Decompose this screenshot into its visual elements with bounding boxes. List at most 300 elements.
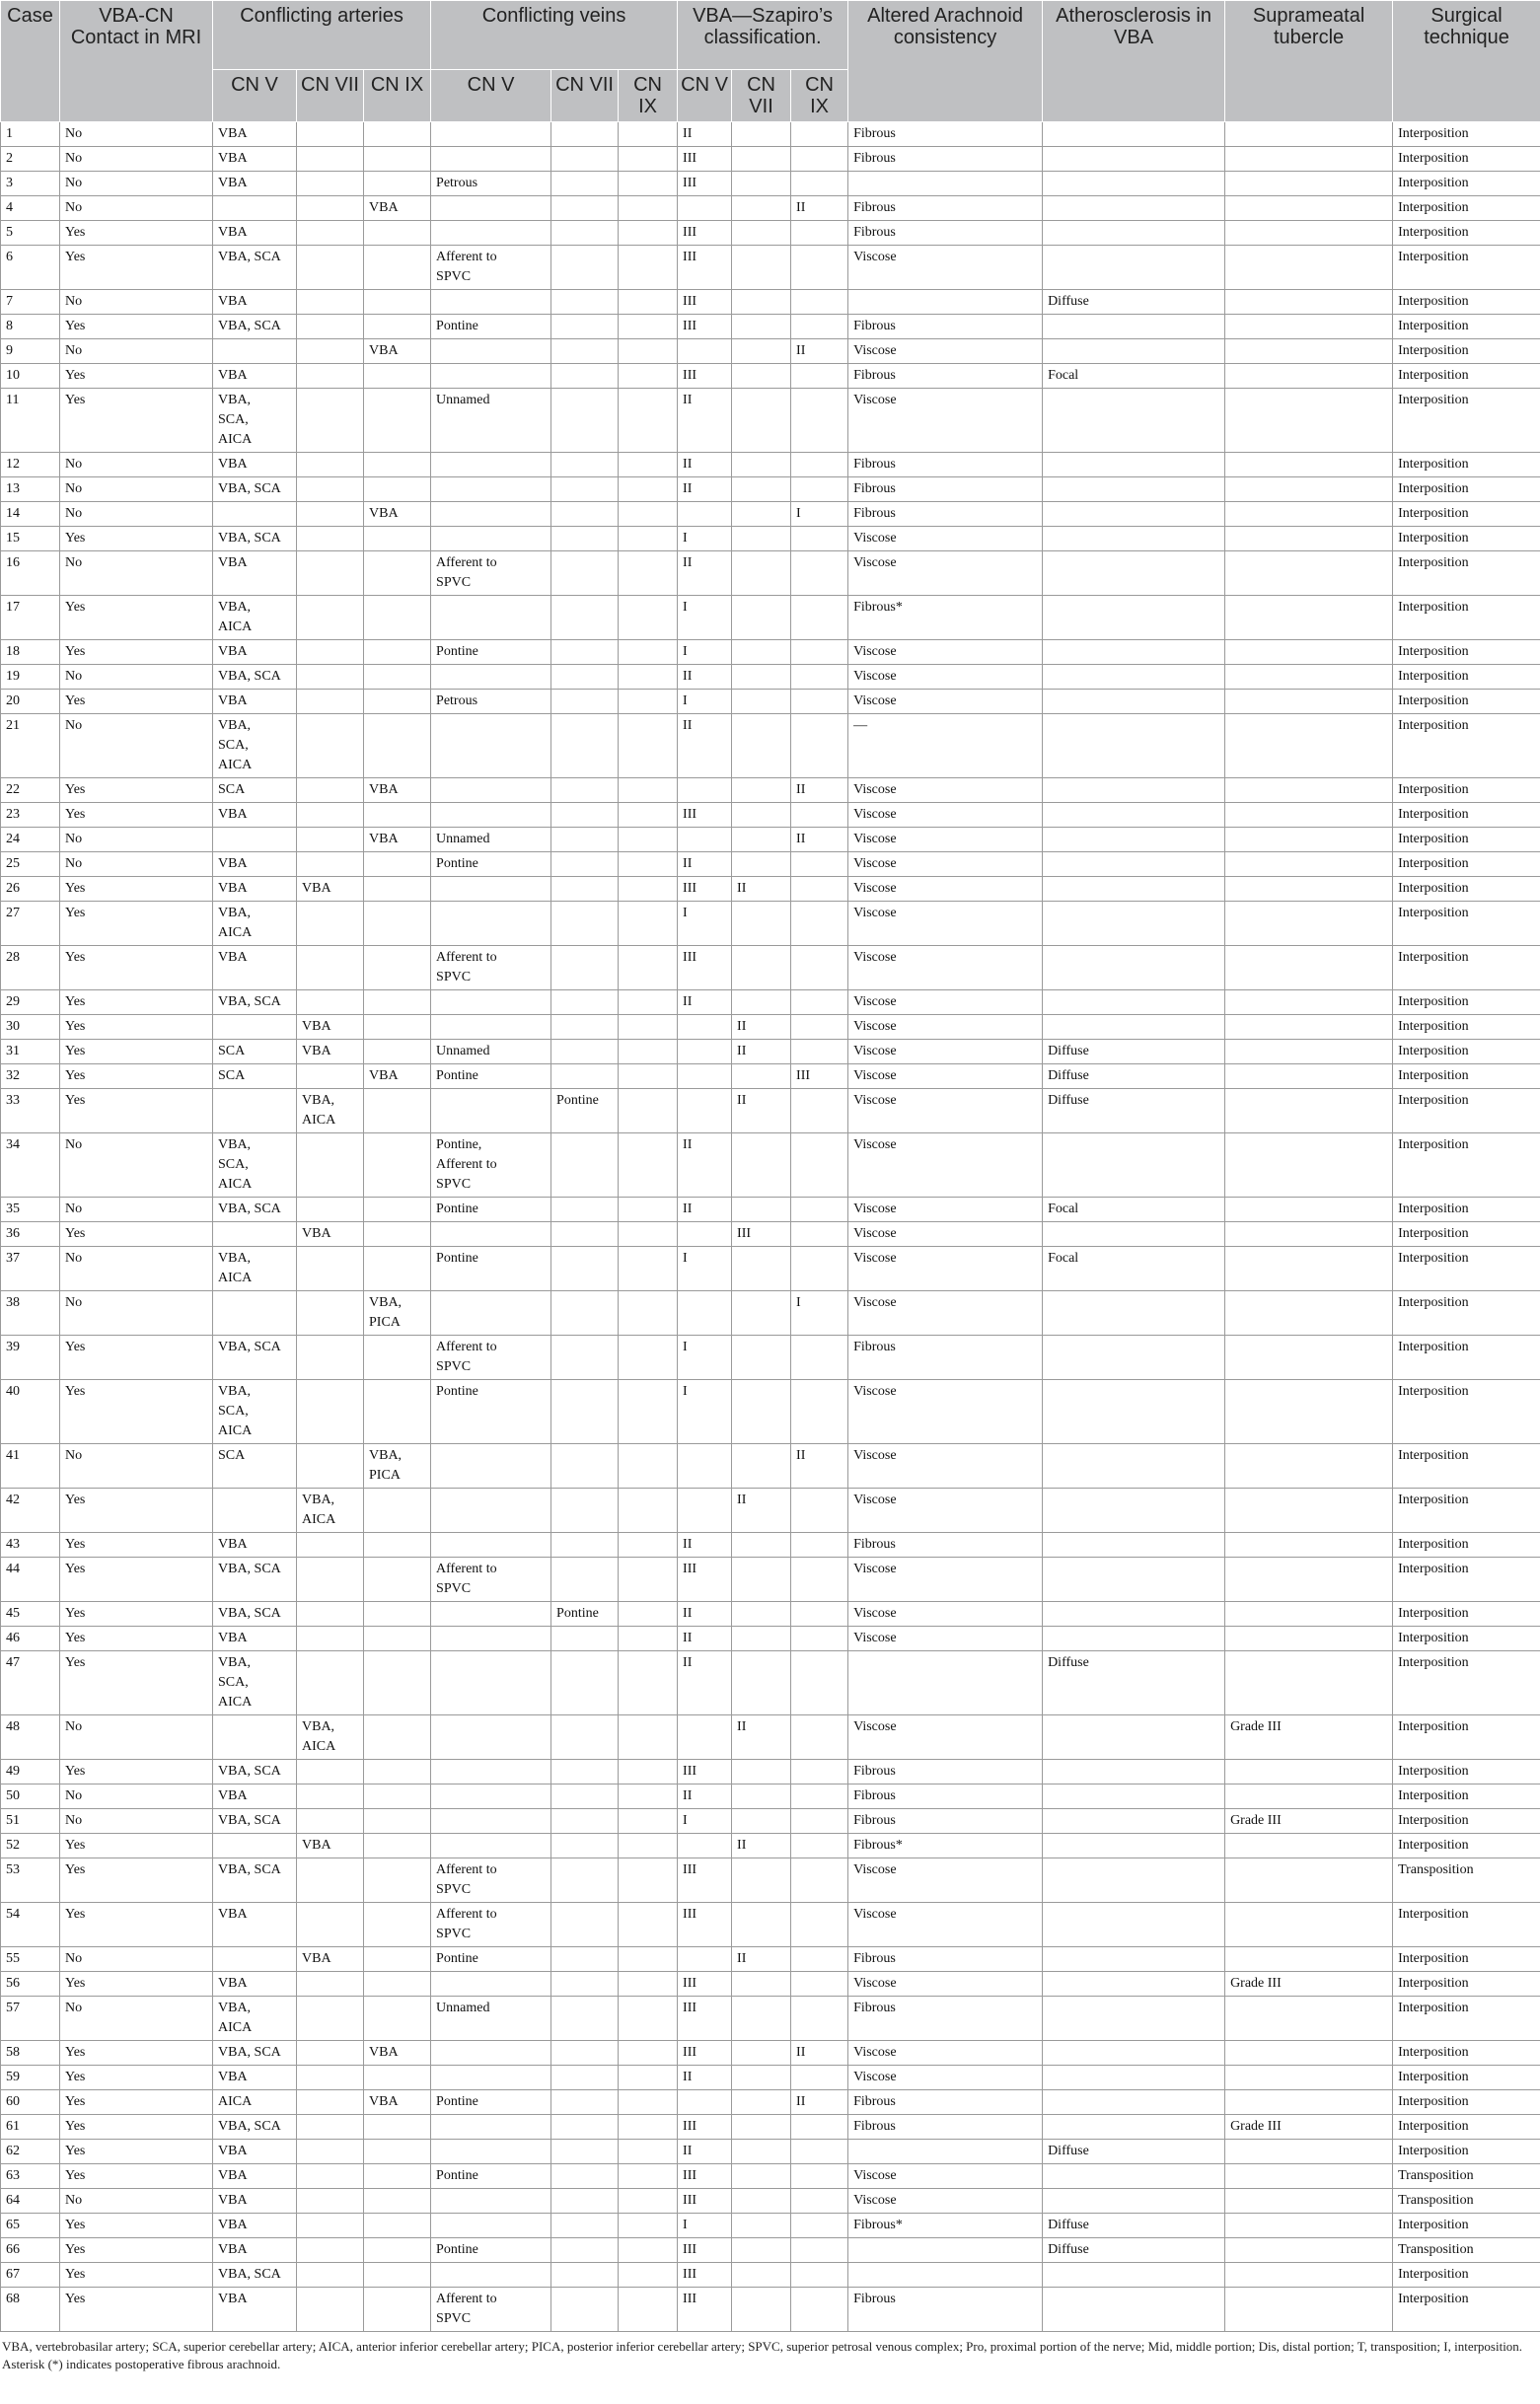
cell-szapiro-cn7 — [732, 1558, 791, 1602]
cell-arachnoid: Fibrous — [848, 196, 1043, 221]
cell-artery-cn9 — [364, 1015, 431, 1040]
cell-arachnoid: Viscose — [848, 946, 1043, 990]
table-row — [1, 596, 1540, 640]
cell-artery-cn5: VBA, SCA — [213, 2041, 297, 2066]
cell-case: 8 — [1, 315, 60, 339]
cell-vein-cn9 — [619, 1997, 678, 2041]
cell-artery-cn7 — [297, 290, 364, 315]
cell-technique: Interposition — [1393, 1997, 1540, 2041]
cell-contact: Yes — [60, 315, 213, 339]
cell-arachnoid: Viscose — [848, 339, 1043, 364]
cell-technique: Interposition — [1393, 665, 1540, 690]
cell-contact: Yes — [60, 1903, 213, 1947]
cell-artery-cn7 — [297, 2066, 364, 2090]
cell-tubercle — [1225, 246, 1393, 290]
cell-vein-cn7 — [551, 852, 619, 877]
cell-artery-cn9 — [364, 1858, 431, 1903]
cell-arachnoid: Fibrous — [848, 477, 1043, 502]
cell-szapiro-cn5 — [678, 1015, 732, 1040]
cell-szapiro-cn9 — [791, 1858, 848, 1903]
cell-atherosclerosis — [1043, 1809, 1225, 1834]
cell-vein-cn9 — [619, 665, 678, 690]
cell-arachnoid — [848, 2140, 1043, 2164]
cell-szapiro-cn9 — [791, 315, 848, 339]
cell-vein-cn7 — [551, 172, 619, 196]
cell-technique: Interposition — [1393, 596, 1540, 640]
cell-vein-cn5 — [431, 1222, 551, 1247]
cell-case: 64 — [1, 2189, 60, 2214]
cell-arachnoid: Viscose — [848, 1558, 1043, 1602]
cell-vein-cn7 — [551, 2214, 619, 2238]
cell-vein-cn9 — [619, 778, 678, 803]
cell-artery-cn5: VBA — [213, 2164, 297, 2189]
cell-tubercle — [1225, 803, 1393, 828]
cell-artery-cn5: SCA — [213, 1040, 297, 1064]
cell-case: 49 — [1, 1760, 60, 1785]
cell-szapiro-cn7 — [732, 172, 791, 196]
cell-artery-cn5 — [213, 1089, 297, 1133]
cell-contact: Yes — [60, 2041, 213, 2066]
cell-szapiro-cn5: I — [678, 1809, 732, 1834]
cell-szapiro-cn9 — [791, 1247, 848, 1291]
cell-szapiro-cn9 — [791, 122, 848, 147]
cell-szapiro-cn5: III — [678, 2115, 732, 2140]
cell-vein-cn5: Afferent to SPVC — [431, 1558, 551, 1602]
cell-artery-cn7 — [297, 990, 364, 1015]
cell-arachnoid: Viscose — [848, 1015, 1043, 1040]
cell-vein-cn9 — [619, 246, 678, 290]
cell-artery-cn7 — [297, 502, 364, 527]
table-row — [1, 290, 1540, 315]
table-row — [1, 1602, 1540, 1627]
cell-artery-cn7 — [297, 946, 364, 990]
cell-arachnoid: Viscose — [848, 1064, 1043, 1089]
cell-szapiro-cn5: II — [678, 1651, 732, 1715]
cell-szapiro-cn7 — [732, 315, 791, 339]
cell-artery-cn9 — [364, 902, 431, 946]
cell-tubercle — [1225, 172, 1393, 196]
cell-artery-cn7 — [297, 551, 364, 596]
cell-artery-cn7: VBA — [297, 1015, 364, 1040]
cell-artery-cn9 — [364, 714, 431, 778]
cell-vein-cn5: Afferent to SPVC — [431, 2288, 551, 2332]
cell-tubercle — [1225, 1380, 1393, 1444]
cell-contact: No — [60, 147, 213, 172]
cell-atherosclerosis — [1043, 551, 1225, 596]
cell-vein-cn7 — [551, 1834, 619, 1858]
cell-contact: Yes — [60, 2066, 213, 2090]
cell-szapiro-cn5 — [678, 828, 732, 852]
cell-technique: Interposition — [1393, 315, 1540, 339]
table-row — [1, 2214, 1540, 2238]
cell-vein-cn5 — [431, 196, 551, 221]
cell-artery-cn5 — [213, 828, 297, 852]
cell-technique: Interposition — [1393, 290, 1540, 315]
cell-arachnoid: Fibrous — [848, 2115, 1043, 2140]
cell-vein-cn9 — [619, 221, 678, 246]
cell-szapiro-cn5: III — [678, 1903, 732, 1947]
cell-contact: Yes — [60, 246, 213, 290]
cell-case: 35 — [1, 1198, 60, 1222]
cell-artery-cn5: VBA — [213, 2140, 297, 2164]
cell-technique: Interposition — [1393, 1133, 1540, 1198]
cell-artery-cn7 — [297, 315, 364, 339]
cell-artery-cn9 — [364, 221, 431, 246]
cell-atherosclerosis: Diffuse — [1043, 290, 1225, 315]
cell-vein-cn9 — [619, 946, 678, 990]
cell-case: 45 — [1, 1602, 60, 1627]
cell-case: 14 — [1, 502, 60, 527]
cell-artery-cn9 — [364, 1533, 431, 1558]
cell-artery-cn7 — [297, 2115, 364, 2140]
cell-artery-cn5: VBA — [213, 2288, 297, 2332]
cell-vein-cn7 — [551, 2189, 619, 2214]
cell-technique: Interposition — [1393, 1651, 1540, 1715]
cell-vein-cn9 — [619, 2041, 678, 2066]
cell-szapiro-cn9 — [791, 147, 848, 172]
cell-arachnoid: Fibrous — [848, 1760, 1043, 1785]
cell-artery-cn7 — [297, 1809, 364, 1834]
cell-szapiro-cn7 — [732, 1651, 791, 1715]
cell-arachnoid: Viscose — [848, 1380, 1043, 1444]
cell-atherosclerosis — [1043, 1380, 1225, 1444]
cell-szapiro-cn5 — [678, 1089, 732, 1133]
cell-artery-cn5: VBA, SCA — [213, 1602, 297, 1627]
cell-contact: Yes — [60, 902, 213, 946]
cell-vein-cn9 — [619, 147, 678, 172]
cell-artery-cn7 — [297, 1651, 364, 1715]
cell-artery-cn5: VBA — [213, 147, 297, 172]
cell-vein-cn5: Afferent to SPVC — [431, 246, 551, 290]
cell-szapiro-cn5 — [678, 502, 732, 527]
cell-technique: Interposition — [1393, 1903, 1540, 1947]
cell-szapiro-cn9 — [791, 1040, 848, 1064]
cell-vein-cn7 — [551, 1247, 619, 1291]
cell-szapiro-cn7 — [732, 1602, 791, 1627]
cell-szapiro-cn5: II — [678, 990, 732, 1015]
cell-artery-cn9 — [364, 1809, 431, 1834]
cell-atherosclerosis — [1043, 1133, 1225, 1198]
cell-szapiro-cn9 — [791, 1198, 848, 1222]
cell-contact: Yes — [60, 803, 213, 828]
cell-szapiro-cn7 — [732, 1997, 791, 2041]
cell-technique: Interposition — [1393, 2041, 1540, 2066]
cell-szapiro-cn7: II — [732, 1489, 791, 1533]
cell-tubercle: Grade III — [1225, 1809, 1393, 1834]
table-header — [1, 1, 1540, 122]
cell-technique: Interposition — [1393, 1760, 1540, 1785]
cell-case: 17 — [1, 596, 60, 640]
cell-artery-cn9 — [364, 453, 431, 477]
cell-artery-cn9 — [364, 1627, 431, 1651]
cell-szapiro-cn5: I — [678, 596, 732, 640]
cell-arachnoid: Viscose — [848, 1133, 1043, 1198]
cell-vein-cn5 — [431, 2189, 551, 2214]
cell-szapiro-cn7 — [732, 2288, 791, 2332]
cell-atherosclerosis — [1043, 1627, 1225, 1651]
cell-vein-cn7 — [551, 2090, 619, 2115]
cell-artery-cn7 — [297, 1972, 364, 1997]
cell-vein-cn9 — [619, 2115, 678, 2140]
cell-vein-cn5: Pontine — [431, 2090, 551, 2115]
cell-szapiro-cn5: III — [678, 2263, 732, 2288]
cell-artery-cn5 — [213, 339, 297, 364]
cell-case: 39 — [1, 1336, 60, 1380]
cell-atherosclerosis — [1043, 852, 1225, 877]
cell-vein-cn5 — [431, 147, 551, 172]
cell-vein-cn5: Afferent to SPVC — [431, 1858, 551, 1903]
cell-vein-cn5 — [431, 339, 551, 364]
cell-szapiro-cn9 — [791, 640, 848, 665]
cell-vein-cn7 — [551, 2140, 619, 2164]
cell-tubercle — [1225, 990, 1393, 1015]
cell-artery-cn9 — [364, 122, 431, 147]
table-row — [1, 690, 1540, 714]
cell-vein-cn7 — [551, 1198, 619, 1222]
cell-tubercle: Grade III — [1225, 1972, 1393, 1997]
cell-artery-cn7 — [297, 1380, 364, 1444]
cell-arachnoid: Viscose — [848, 389, 1043, 453]
header-arteries: Conflicting arteries — [213, 1, 431, 70]
cell-contact: Yes — [60, 1760, 213, 1785]
cell-contact: No — [60, 339, 213, 364]
cell-case: 37 — [1, 1247, 60, 1291]
cell-contact: Yes — [60, 2164, 213, 2189]
cell-case: 7 — [1, 290, 60, 315]
cell-technique: Interposition — [1393, 1533, 1540, 1558]
cell-artery-cn9: VBA — [364, 828, 431, 852]
cell-szapiro-cn7 — [732, 714, 791, 778]
cell-atherosclerosis — [1043, 1015, 1225, 1040]
cell-artery-cn9 — [364, 1222, 431, 1247]
cell-vein-cn9 — [619, 172, 678, 196]
cell-case: 59 — [1, 2066, 60, 2090]
cell-artery-cn9 — [364, 1247, 431, 1291]
cell-vein-cn9 — [619, 1336, 678, 1380]
cell-artery-cn9 — [364, 946, 431, 990]
cell-technique: Interposition — [1393, 1972, 1540, 1997]
cell-technique: Interposition — [1393, 1809, 1540, 1834]
cell-arachnoid: Viscose — [848, 1291, 1043, 1336]
cell-vein-cn7 — [551, 2238, 619, 2263]
cell-arachnoid: Fibrous — [848, 1809, 1043, 1834]
cell-atherosclerosis — [1043, 1972, 1225, 1997]
cell-contact: Yes — [60, 1380, 213, 1444]
cell-artery-cn7 — [297, 902, 364, 946]
cell-szapiro-cn7 — [732, 1760, 791, 1785]
table-row — [1, 1903, 1540, 1947]
cell-artery-cn5: VBA — [213, 290, 297, 315]
cell-contact: No — [60, 453, 213, 477]
cell-szapiro-cn7 — [732, 221, 791, 246]
cell-artery-cn9 — [364, 2214, 431, 2238]
cell-szapiro-cn9 — [791, 1380, 848, 1444]
cell-vein-cn5 — [431, 1444, 551, 1489]
cell-vein-cn9 — [619, 477, 678, 502]
cell-vein-cn5: Unnamed — [431, 828, 551, 852]
cell-artery-cn7: VBA — [297, 1834, 364, 1858]
cell-contact: No — [60, 196, 213, 221]
cell-szapiro-cn5: II — [678, 1602, 732, 1627]
cell-artery-cn9: VBA, PICA — [364, 1291, 431, 1336]
table-row — [1, 828, 1540, 852]
cell-contact: No — [60, 1133, 213, 1198]
cell-atherosclerosis: Diffuse — [1043, 2214, 1225, 2238]
cell-vein-cn5 — [431, 1015, 551, 1040]
cell-vein-cn5: Petrous — [431, 690, 551, 714]
cell-szapiro-cn7: II — [732, 1834, 791, 1858]
cell-contact: Yes — [60, 1089, 213, 1133]
cell-artery-cn7 — [297, 453, 364, 477]
cell-artery-cn5: VBA, SCA — [213, 665, 297, 690]
cell-artery-cn5: VBA — [213, 2066, 297, 2090]
cell-artery-cn5: VBA, SCA — [213, 1809, 297, 1834]
cell-artery-cn9 — [364, 1651, 431, 1715]
cell-szapiro-cn9 — [791, 2214, 848, 2238]
cell-atherosclerosis: Focal — [1043, 364, 1225, 389]
cell-technique: Interposition — [1393, 714, 1540, 778]
cell-artery-cn7 — [297, 147, 364, 172]
cell-szapiro-cn7: II — [732, 877, 791, 902]
cell-case: 33 — [1, 1089, 60, 1133]
cell-artery-cn5: VBA, SCA — [213, 1336, 297, 1380]
cell-vein-cn7 — [551, 364, 619, 389]
cell-vein-cn9 — [619, 290, 678, 315]
cell-arachnoid: Viscose — [848, 1089, 1043, 1133]
cell-case: 20 — [1, 690, 60, 714]
cell-artery-cn5 — [213, 1015, 297, 1040]
cell-szapiro-cn7 — [732, 1785, 791, 1809]
cell-artery-cn7 — [297, 2140, 364, 2164]
cell-contact: No — [60, 665, 213, 690]
cell-vein-cn9 — [619, 1533, 678, 1558]
cell-tubercle — [1225, 1903, 1393, 1947]
cell-szapiro-cn5: II — [678, 551, 732, 596]
cell-arachnoid: Fibrous — [848, 315, 1043, 339]
cell-vein-cn5 — [431, 1834, 551, 1858]
cell-szapiro-cn9: II — [791, 1444, 848, 1489]
cell-arachnoid: Viscose — [848, 551, 1043, 596]
cell-szapiro-cn7: II — [732, 1040, 791, 1064]
cell-vein-cn7 — [551, 596, 619, 640]
cell-artery-cn7 — [297, 1760, 364, 1785]
cell-vein-cn5 — [431, 2115, 551, 2140]
cell-vein-cn7 — [551, 196, 619, 221]
cell-tubercle — [1225, 2090, 1393, 2115]
cell-contact: Yes — [60, 990, 213, 1015]
cell-technique: Interposition — [1393, 1198, 1540, 1222]
cell-vein-cn5: Unnamed — [431, 1997, 551, 2041]
cell-arachnoid: Fibrous — [848, 122, 1043, 147]
cell-case: 54 — [1, 1903, 60, 1947]
table-row — [1, 2140, 1540, 2164]
cell-tubercle — [1225, 2066, 1393, 2090]
cell-szapiro-cn9: II — [791, 828, 848, 852]
cell-artery-cn9 — [364, 477, 431, 502]
cell-technique: Interposition — [1393, 1380, 1540, 1444]
cell-contact: Yes — [60, 1858, 213, 1903]
cell-contact: No — [60, 2189, 213, 2214]
cell-szapiro-cn7 — [732, 1336, 791, 1380]
cell-artery-cn7 — [297, 1198, 364, 1222]
cell-case: 23 — [1, 803, 60, 828]
cell-case: 22 — [1, 778, 60, 803]
cell-vein-cn7 — [551, 640, 619, 665]
cell-szapiro-cn7 — [732, 596, 791, 640]
cell-contact: No — [60, 828, 213, 852]
cell-case: 61 — [1, 2115, 60, 2140]
cell-szapiro-cn5: II — [678, 122, 732, 147]
cell-vein-cn7 — [551, 1489, 619, 1533]
cell-atherosclerosis: Diffuse — [1043, 2238, 1225, 2263]
cell-atherosclerosis — [1043, 714, 1225, 778]
cell-artery-cn5: VBA, SCA — [213, 1760, 297, 1785]
table-row — [1, 1858, 1540, 1903]
cell-technique: Interposition — [1393, 877, 1540, 902]
cell-artery-cn9 — [364, 1715, 431, 1760]
cell-arachnoid: Viscose — [848, 778, 1043, 803]
header-case: Case — [1, 1, 60, 122]
cell-szapiro-cn9 — [791, 803, 848, 828]
cell-artery-cn7 — [297, 778, 364, 803]
cell-szapiro-cn5: III — [678, 290, 732, 315]
cell-szapiro-cn5: III — [678, 2189, 732, 2214]
cell-szapiro-cn5 — [678, 1444, 732, 1489]
cell-vein-cn5: Pontine — [431, 1247, 551, 1291]
cell-atherosclerosis — [1043, 803, 1225, 828]
cell-technique: Interposition — [1393, 147, 1540, 172]
cell-vein-cn9 — [619, 196, 678, 221]
cell-szapiro-cn7 — [732, 2214, 791, 2238]
cell-vein-cn7 — [551, 2288, 619, 2332]
table-row — [1, 2263, 1540, 2288]
cell-contact: Yes — [60, 2115, 213, 2140]
cell-case: 5 — [1, 221, 60, 246]
cell-case: 38 — [1, 1291, 60, 1336]
cell-tubercle — [1225, 1291, 1393, 1336]
cell-szapiro-cn5: II — [678, 852, 732, 877]
cell-vein-cn9 — [619, 877, 678, 902]
cell-artery-cn5: VBA, SCA, AICA — [213, 714, 297, 778]
cell-arachnoid: Viscose — [848, 1602, 1043, 1627]
cell-tubercle — [1225, 1760, 1393, 1785]
cell-vein-cn7 — [551, 1064, 619, 1089]
cell-artery-cn5: VBA — [213, 640, 297, 665]
cell-szapiro-cn5: III — [678, 1558, 732, 1602]
cell-tubercle — [1225, 946, 1393, 990]
table-row — [1, 2090, 1540, 2115]
cell-artery-cn5: SCA — [213, 778, 297, 803]
header-technique: Surgical technique — [1393, 1, 1540, 122]
cell-szapiro-cn5: II — [678, 2140, 732, 2164]
cell-artery-cn9 — [364, 877, 431, 902]
cell-vein-cn7 — [551, 389, 619, 453]
cell-artery-cn7 — [297, 1785, 364, 1809]
cell-szapiro-cn5: III — [678, 147, 732, 172]
cell-arachnoid: Viscose — [848, 803, 1043, 828]
cell-contact: Yes — [60, 1064, 213, 1089]
cell-artery-cn7 — [297, 196, 364, 221]
cell-tubercle — [1225, 1627, 1393, 1651]
cell-szapiro-cn7 — [732, 852, 791, 877]
cell-szapiro-cn9: II — [791, 2041, 848, 2066]
cell-case: 21 — [1, 714, 60, 778]
cell-contact: No — [60, 1785, 213, 1809]
cell-case: 52 — [1, 1834, 60, 1858]
cell-artery-cn7 — [297, 122, 364, 147]
cell-szapiro-cn7 — [732, 665, 791, 690]
cell-artery-cn9 — [364, 1997, 431, 2041]
